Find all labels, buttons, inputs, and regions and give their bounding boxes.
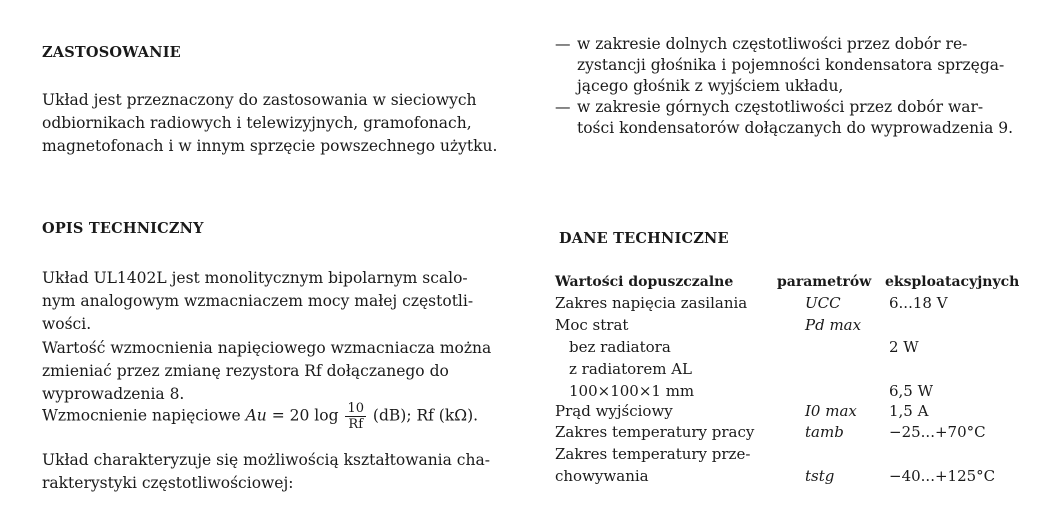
row-value: 6...18 V xyxy=(889,294,948,312)
text-line: zystancji głośnika i pojemności kondensatora sprzęga- xyxy=(577,56,1005,74)
table-row xyxy=(555,338,1035,358)
text-line: wyprowadzenia 8. xyxy=(42,385,185,403)
text-line: Układ charakteryzuje się możliwością kształtowania cha- xyxy=(42,451,490,469)
text-line: w zakresie górnych częstotliwości przez dobór war- xyxy=(577,98,984,116)
row-label: bez radiatora xyxy=(569,338,671,356)
row-symbol: I0 max xyxy=(805,402,857,420)
row-symbol: tamb xyxy=(805,423,844,441)
row-label: 100×100×1 mm xyxy=(569,382,695,400)
row-symbol: tstg xyxy=(805,467,835,485)
table-header-cell: eksploatacyjnych xyxy=(885,274,1020,290)
table-row xyxy=(555,382,1035,402)
list-dash: — xyxy=(555,98,571,116)
table-row xyxy=(555,360,1035,380)
formula-eq: = 20 log xyxy=(271,406,339,425)
section-heading-opis: OPIS TECHNICZNY xyxy=(42,220,204,237)
text-line: zmieniać przez zmianę rezystora Rf dołączanego do xyxy=(42,362,449,380)
row-value: −40...+125°C xyxy=(889,467,996,485)
text-line: Układ jest przeznaczony do zastosowania w sieciowych xyxy=(42,91,477,109)
text-line: tości kondensatorów dołączanych do wyprowadzenia 9. xyxy=(577,119,1014,137)
opis-paragraph-1 xyxy=(42,267,473,336)
formula-symbol: Au xyxy=(245,406,267,425)
row-label: Prąd wyjściowy xyxy=(555,402,673,420)
table-row xyxy=(555,423,1035,443)
text-line: Układ UL1402L jest monolitycznym bipolarnym scalo- xyxy=(42,269,468,287)
text-line: rakterystyki częstotliwościowej: xyxy=(42,474,294,492)
list-item-text xyxy=(577,97,1013,139)
row-value: −25...+70°C xyxy=(889,423,986,441)
row-label: Zakres temperatury pracy xyxy=(555,423,755,441)
section-heading-dane: DANE TECHNICZNE xyxy=(559,230,729,247)
row-symbol: Pd max xyxy=(805,316,862,334)
section-heading-zastosowanie: ZASTOSOWANIE xyxy=(42,44,181,61)
text-line: w zakresie dolnych częstotliwości przez dobór re- xyxy=(577,35,968,53)
text-line: Wartość wzmocnienia napięciowego wzmacniacza można xyxy=(42,339,492,357)
formula-suffix: (dB); Rf (kΩ). xyxy=(372,406,479,425)
row-label: Zakres napięcia zasilania xyxy=(555,294,748,312)
row-label: Zakres temperatury prze- xyxy=(555,445,751,463)
gain-formula xyxy=(42,401,478,432)
text-line: odbiornikach radiowych i telewizyjnych, gramofonach, xyxy=(42,114,472,132)
row-label: Moc strat xyxy=(555,316,629,334)
text-line: wości. xyxy=(42,315,92,333)
opis-paragraph-2 xyxy=(42,337,491,406)
list-item-text xyxy=(577,34,1004,97)
fraction-numerator: 10 xyxy=(347,401,364,416)
opis-paragraph-3 xyxy=(42,449,490,495)
table-row xyxy=(555,402,1035,422)
formula-fraction xyxy=(345,401,366,432)
table-header-cell: parametrów xyxy=(777,274,872,290)
right-column xyxy=(555,0,1035,522)
left-column xyxy=(42,0,522,522)
table-header-row xyxy=(555,274,1035,294)
zastosowanie-paragraph xyxy=(42,89,497,158)
table-row xyxy=(555,316,1035,336)
table-row xyxy=(555,445,1035,465)
text-line: jącego głośnik z wyjściem układu, xyxy=(577,77,844,95)
row-label: chowywania xyxy=(555,467,649,485)
row-value: 6,5 W xyxy=(889,382,934,400)
text-line: magnetofonach i w innym sprzęcie powszechnego użytku. xyxy=(42,137,498,155)
row-value: 1,5 A xyxy=(889,402,929,420)
fraction-denominator: Rf xyxy=(348,417,364,432)
table-row xyxy=(555,467,1035,487)
list-dash: — xyxy=(555,35,571,53)
row-label: z radiatorem AL xyxy=(569,360,693,378)
row-symbol: UCC xyxy=(805,294,841,312)
formula-prefix: Wzmocnienie napięciowe xyxy=(42,406,241,425)
table-header-cell: Wartości dopuszczalne xyxy=(555,274,734,290)
text-line: nym analogowym wzmacniaczem mocy małej częstotli- xyxy=(42,292,474,310)
table-row xyxy=(555,294,1035,314)
row-value: 2 W xyxy=(889,338,919,356)
